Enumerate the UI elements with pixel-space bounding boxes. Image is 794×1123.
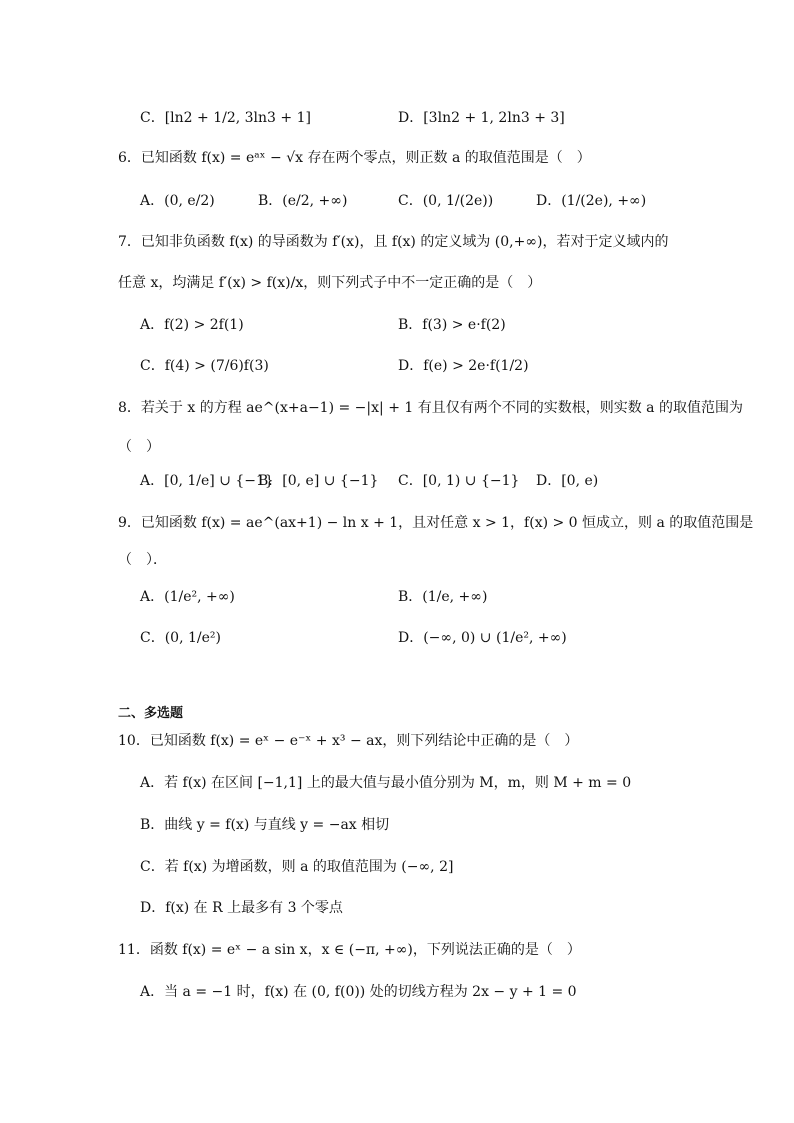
q7-stem-line1: 7．已知非负函数 f(x) 的导函数为 f′(x)，且 f(x) 的定义域为 (0,+∞)，若对于定义域内的 (118, 234, 669, 250)
q7-option-d: D．f(e) > 2e·f(1/2) (398, 358, 529, 374)
q8-option-b: B．[0, e] ∪ {−1} (258, 473, 379, 489)
q8-option-d: D．[0, e) (536, 473, 599, 489)
q6-option-b: B．(e/2, +∞) (258, 193, 348, 209)
q7-stem-line2: 任意 x，均满足 f′(x) > f(x)/x，则下列式子中不一定正确的是（ ） (118, 275, 542, 291)
q8-stem-line1: 8．若关于 x 的方程 ae^(x+a−1) = −|x| + 1 有且仅有两个不同的实数根，则实数 a 的取值范围为 (118, 400, 743, 416)
q10-option-a: A．若 f(x) 在区间 [−1,1] 上的最大值与最小值分别为 M，m，则 M + m = 0 (140, 775, 632, 791)
q6-option-d: D．(1/(2e), +∞) (536, 193, 647, 209)
q9-option-d: D．(−∞, 0) ∪ (1/e², +∞) (398, 630, 567, 646)
q11-option-a: A．当 a = −1 时，f(x) 在 (0, f(0)) 处的切线方程为 2x − y + 1 = 0 (140, 984, 577, 1000)
q10-option-b: B．曲线 y = f(x) 与直线 y = −ax 相切 (140, 817, 390, 833)
q6-stem: 6．已知函数 f(x) = eᵃˣ − √x 存在两个零点，则正数 a 的取值范围是（ ） (118, 150, 591, 166)
q9-option-b: B．(1/e, +∞) (398, 589, 488, 605)
section-multi-choice-title: 二、多选题 (118, 706, 184, 721)
q11-stem: 11．函数 f(x) = eˣ − a sin x，x ∈ (−π, +∞)，下列说法正确的是（ ） (118, 942, 581, 958)
q6-option-a: A．(0, e/2) (140, 193, 215, 209)
q8-stem-line2: （ ） (118, 439, 160, 455)
q7-option-b: B．f(3) > e·f(2) (398, 317, 506, 333)
q7-option-a: A．f(2) > 2f(1) (140, 317, 244, 333)
q9-option-a: A．(1/e², +∞) (140, 589, 235, 605)
q9-option-c: C．(0, 1/e²) (140, 630, 221, 646)
q6-option-c: C．(0, 1/(2e)) (398, 193, 494, 209)
q8-option-a: A．[0, 1/e] ∪ {−1} (140, 473, 274, 489)
q9-stem-line2: （ ）． (118, 552, 167, 568)
q5-option-c: C．[ln2 + 1/2, 3ln3 + 1] (140, 110, 311, 126)
q5-option-d: D．[3ln2 + 1, 2ln3 + 3] (398, 110, 565, 126)
q10-stem: 10．已知函数 f(x) = eˣ − e⁻ˣ + x³ − ax，则下列结论中正确的是（ ） (118, 733, 579, 749)
q9-stem-line1: 9．已知函数 f(x) = ae^(ax+1) − ln x + 1，且对任意 x > 1，f(x) > 0 恒成立，则 a 的取值范围是 (118, 515, 754, 531)
q8-option-c: C．[0, 1) ∪ {−1} (398, 473, 520, 489)
q10-option-c: C．若 f(x) 为增函数，则 a 的取值范围为 (−∞, 2] (140, 859, 454, 875)
q10-option-d: D．f(x) 在 R 上最多有 3 个零点 (140, 900, 343, 916)
q7-option-c: C．f(4) > (7/6)f(3) (140, 358, 269, 374)
